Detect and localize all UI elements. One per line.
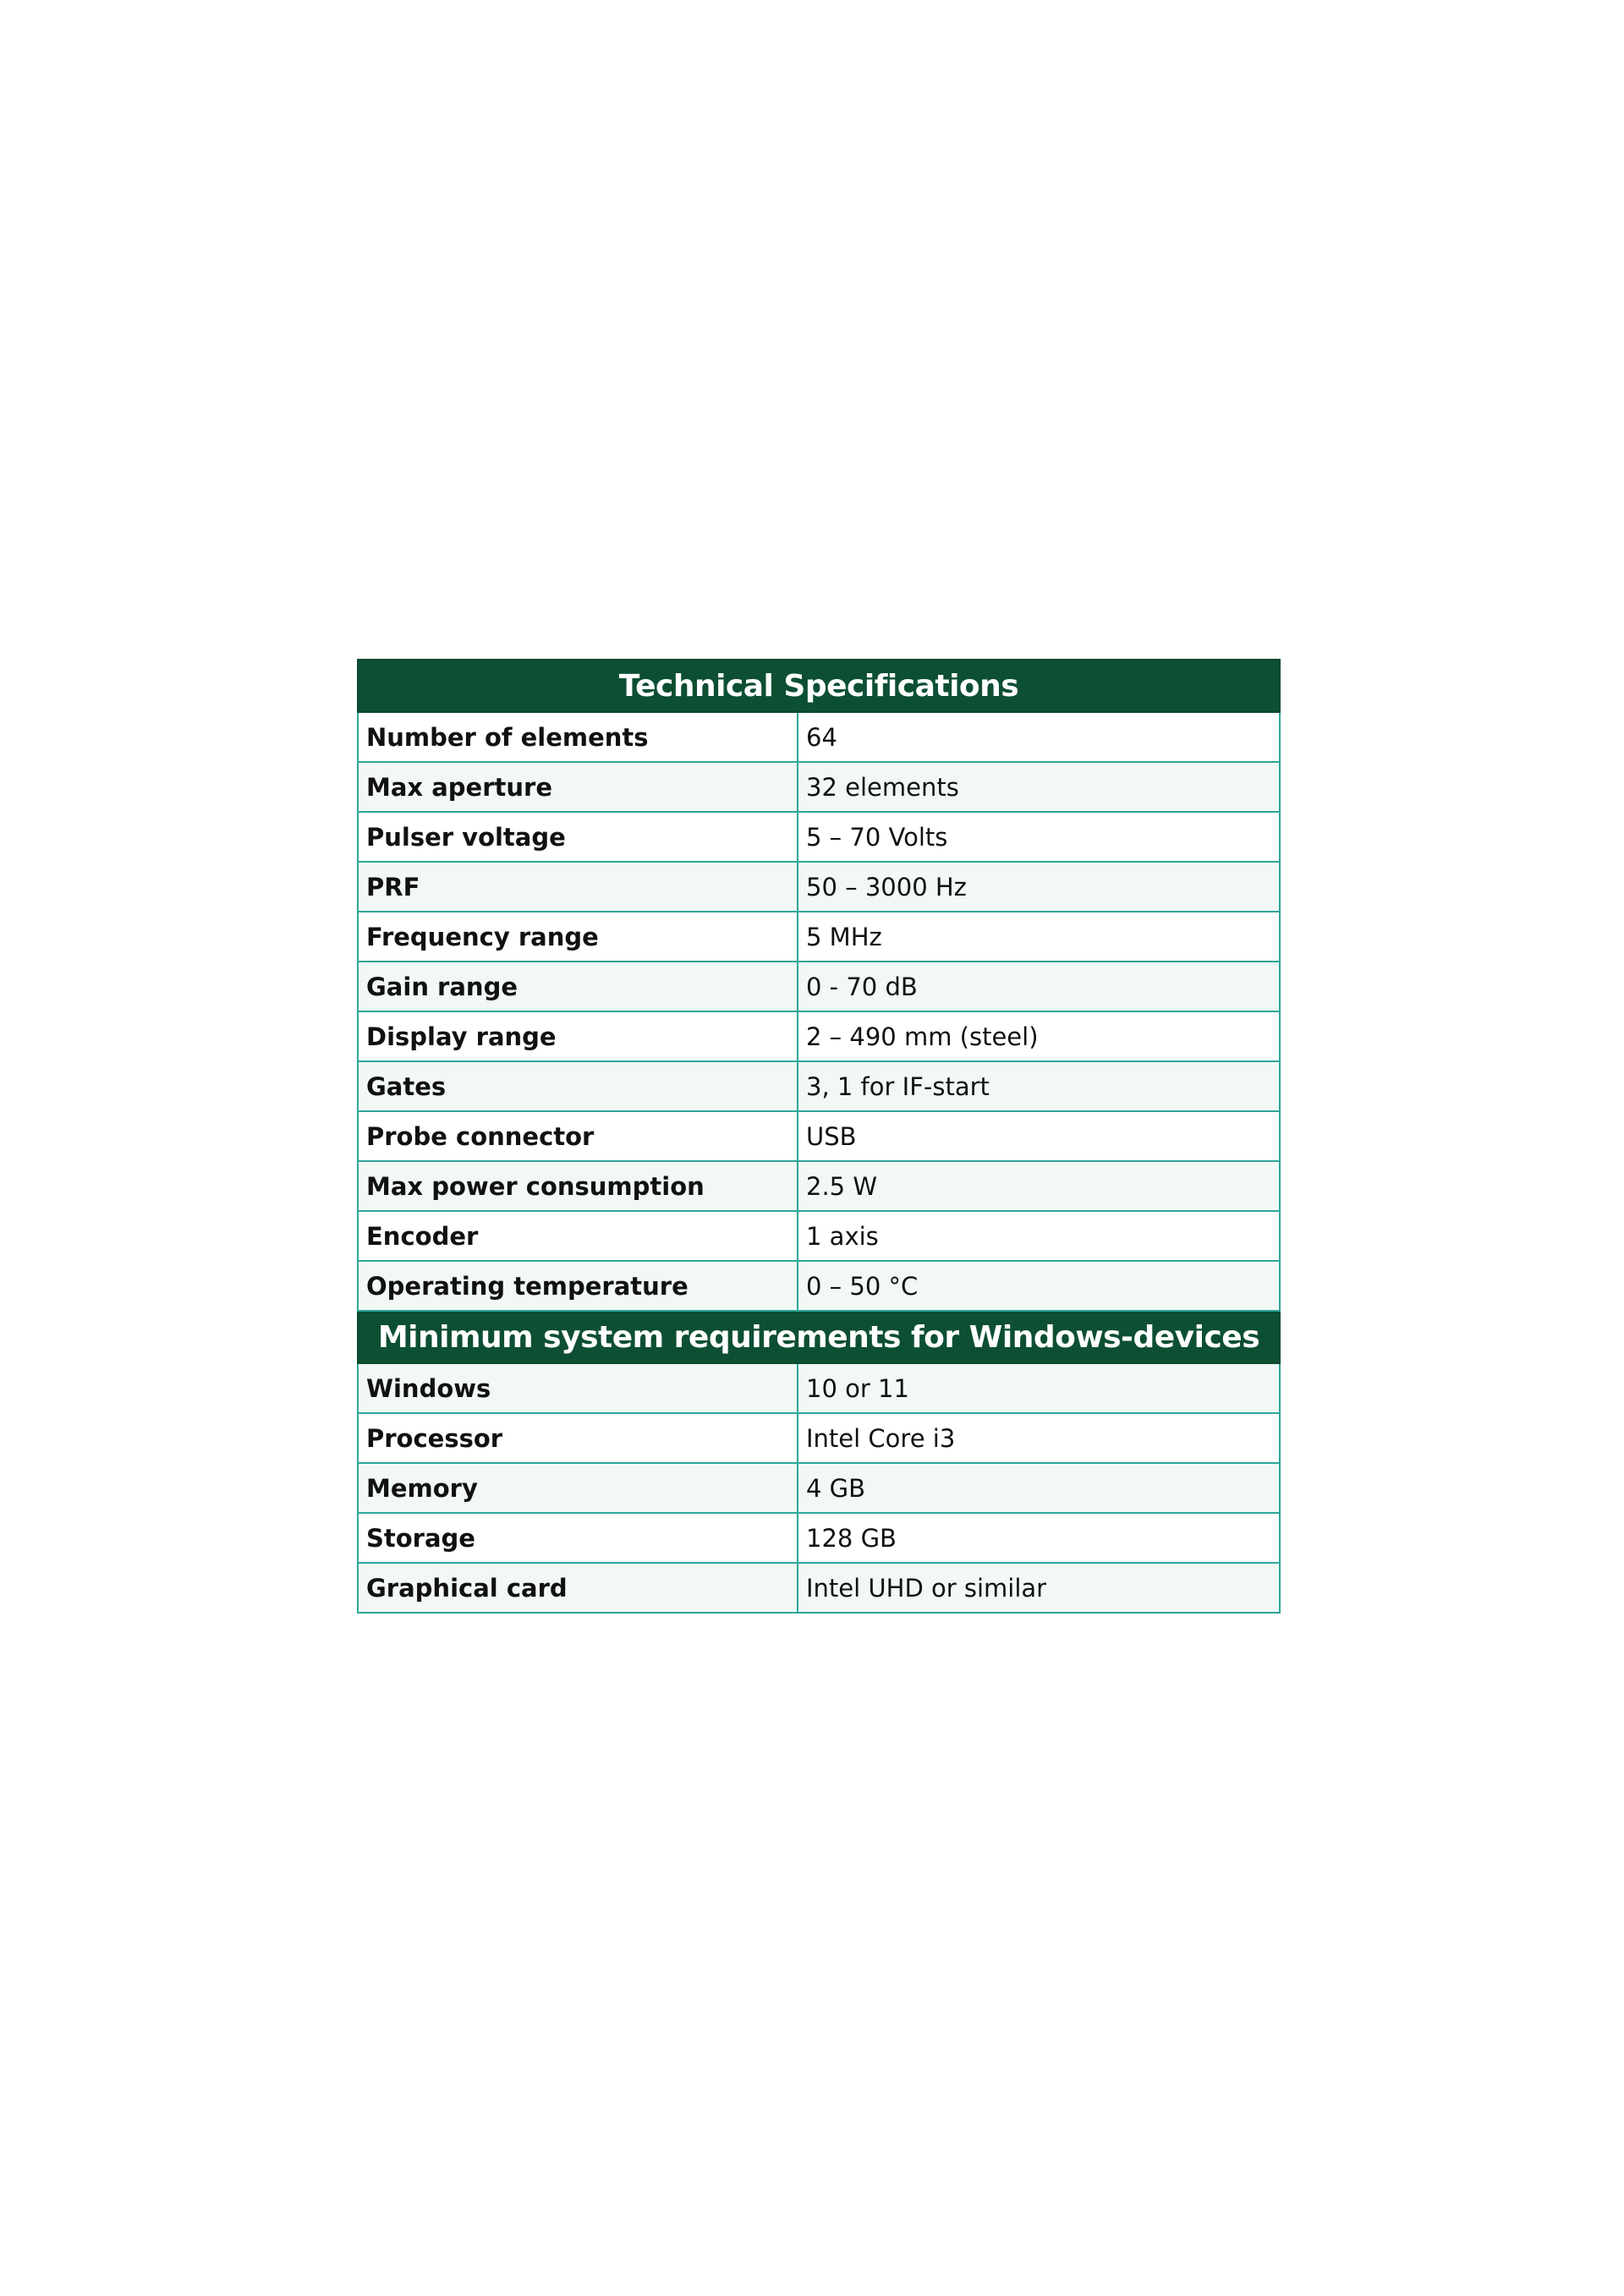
requirement-value: 128 GB xyxy=(798,1513,1280,1563)
table-row xyxy=(358,712,1280,762)
requirement-value: 4 GB xyxy=(798,1463,1280,1513)
table-row xyxy=(358,1463,1280,1513)
table-row xyxy=(358,812,1280,862)
requirement-label: Memory xyxy=(358,1463,798,1513)
system-requirements-section xyxy=(358,1311,1280,1613)
spec-label: Gain range xyxy=(358,962,798,1011)
spec-value: 32 elements xyxy=(798,762,1280,812)
spec-label: Pulser voltage xyxy=(358,812,798,862)
spec-value: 0 - 70 dB xyxy=(798,962,1280,1011)
table-row xyxy=(358,1011,1280,1061)
table-row xyxy=(358,1261,1280,1311)
requirement-value: Intel Core i3 xyxy=(798,1413,1280,1463)
spec-label: Gates xyxy=(358,1061,798,1111)
technical-specifications-title: Technical Specifications xyxy=(358,660,1280,712)
table-row xyxy=(358,1211,1280,1261)
table-row xyxy=(358,1513,1280,1563)
table-row xyxy=(358,1061,1280,1111)
table-row xyxy=(358,962,1280,1011)
requirement-value: 10 or 11 xyxy=(798,1363,1280,1413)
spec-value: 5 – 70 Volts xyxy=(798,812,1280,862)
spec-label: Encoder xyxy=(358,1211,798,1261)
spec-value: 50 – 3000 Hz xyxy=(798,862,1280,912)
spec-label: Operating temperature xyxy=(358,1261,798,1311)
table-row xyxy=(358,1111,1280,1161)
spec-value: 1 axis xyxy=(798,1211,1280,1261)
spec-label: Display range xyxy=(358,1011,798,1061)
spec-value: 0 – 50 °C xyxy=(798,1261,1280,1311)
spec-label: Frequency range xyxy=(358,912,798,962)
spec-label: Probe connector xyxy=(358,1111,798,1161)
spec-label: Max power consumption xyxy=(358,1161,798,1211)
spec-value: 2 – 490 mm (steel) xyxy=(798,1011,1280,1061)
spec-label: Max aperture xyxy=(358,762,798,812)
requirement-value: Intel UHD or similar xyxy=(798,1563,1280,1613)
table-row xyxy=(358,1363,1280,1413)
technical-specifications-section xyxy=(358,660,1280,1311)
spec-label: PRF xyxy=(358,862,798,912)
section-header-row xyxy=(358,1311,1280,1363)
section-header-row xyxy=(358,660,1280,712)
spec-value: 64 xyxy=(798,712,1280,762)
table-row xyxy=(358,1413,1280,1463)
table-row xyxy=(358,1563,1280,1613)
table-row xyxy=(358,762,1280,812)
requirement-label: Processor xyxy=(358,1413,798,1463)
spec-value: 5 MHz xyxy=(798,912,1280,962)
requirement-label: Graphical card xyxy=(358,1563,798,1613)
specifications-table xyxy=(357,659,1281,1614)
spec-value: 3, 1 for IF-start xyxy=(798,1061,1280,1111)
spec-value: USB xyxy=(798,1111,1280,1161)
table-row xyxy=(358,862,1280,912)
requirement-label: Windows xyxy=(358,1363,798,1413)
spec-label: Number of elements xyxy=(358,712,798,762)
table-row xyxy=(358,1161,1280,1211)
table-row xyxy=(358,912,1280,962)
spec-value: 2.5 W xyxy=(798,1161,1280,1211)
requirement-label: Storage xyxy=(358,1513,798,1563)
system-requirements-title: Minimum system requirements for Windows-devices xyxy=(358,1311,1280,1363)
